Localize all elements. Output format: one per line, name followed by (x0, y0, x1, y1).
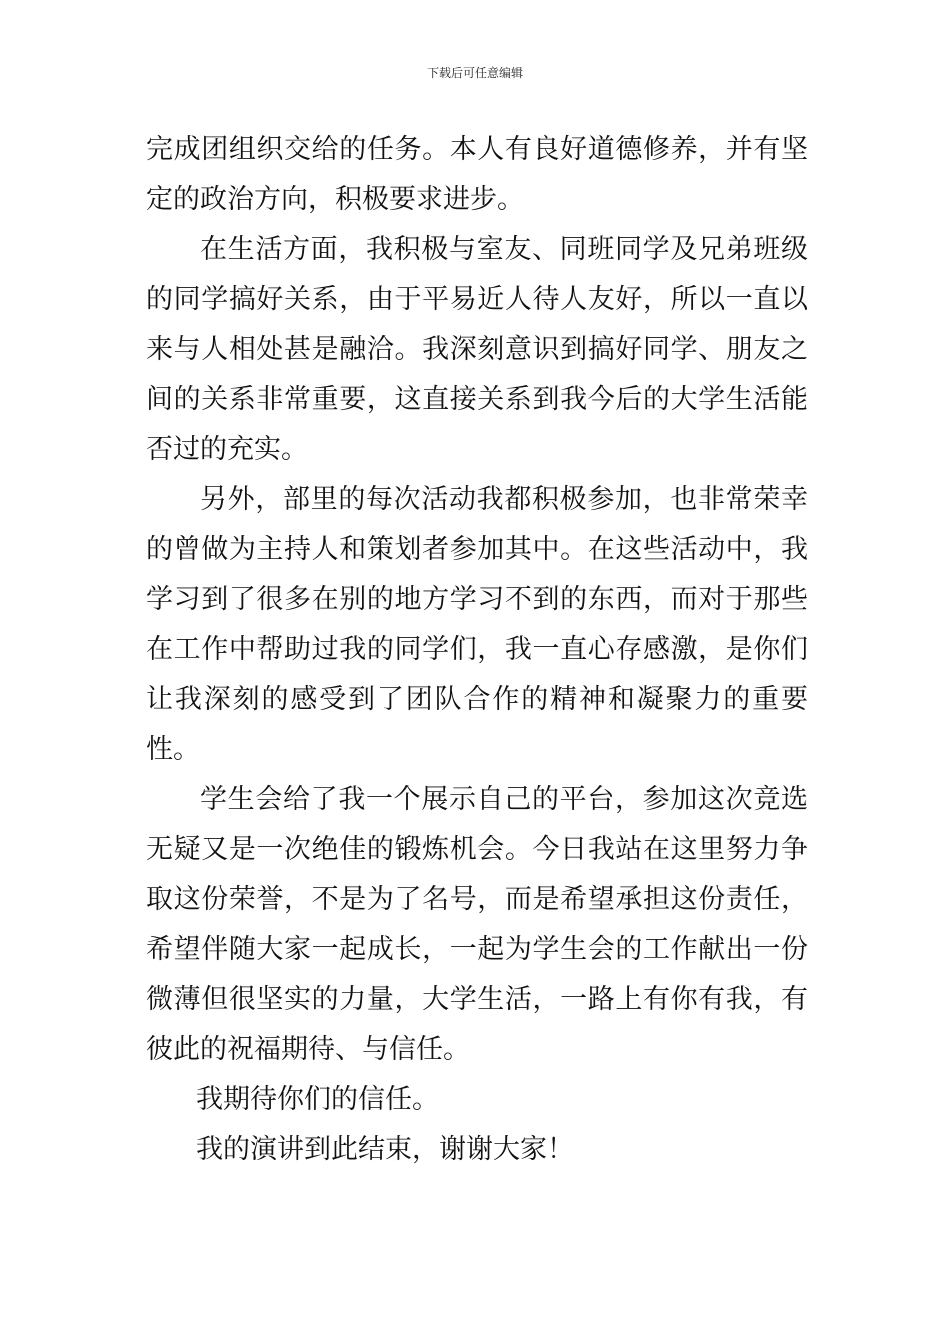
page-header: 下载后可任意编辑 (426, 66, 523, 80)
paragraph-continuation: 完成团组织交给的任务。本人有良好道德修养，并有坚定的政治方向，积极要求进步。 (146, 134, 808, 215)
paragraph-closing: 我的演讲到此结束，谢谢大家！ (196, 1134, 574, 1165)
paragraph-life: 在生活方面，我积极与室友、同班同学及兄弟班级的同学搞好关系，由于平易近人待人友好，所以一直以来与人相处甚是融洽。我深刻意识到搞好同学、朋友之间的关系非常重要，这直接关系到我今后的大学生活能否过的充实。 (146, 234, 808, 465)
paragraph-activities: 另外，部里的每次活动我都积极参加，也非常荣幸的曾做为主持人和策划者参加其中。在这些活动中，我学习到了很多在别的地方学习不到的东西，而对于那些在工作中帮助过我的同学们，我一直心存感激，是你们让我深刻的感受到了团队合作的精神和凝聚力的重要性。 (146, 484, 808, 765)
document-body (146, 125, 808, 1175)
paragraph-platform: 学生会给了我一个展示自己的平台，参加这次竞选无疑又是一次绝佳的锻炼机会。今日我站在这里努力争取这份荣誉，不是为了名号，而是希望承担这份责任，希望伴随大家一起成长，一起为学生会的工作献出一份微薄但很坚实的力量，大学生活，一路上有你有我，有彼此的祝福期待、与信任。 (146, 784, 808, 1065)
paragraph-trust: 我期待你们的信任。 (196, 1084, 439, 1115)
